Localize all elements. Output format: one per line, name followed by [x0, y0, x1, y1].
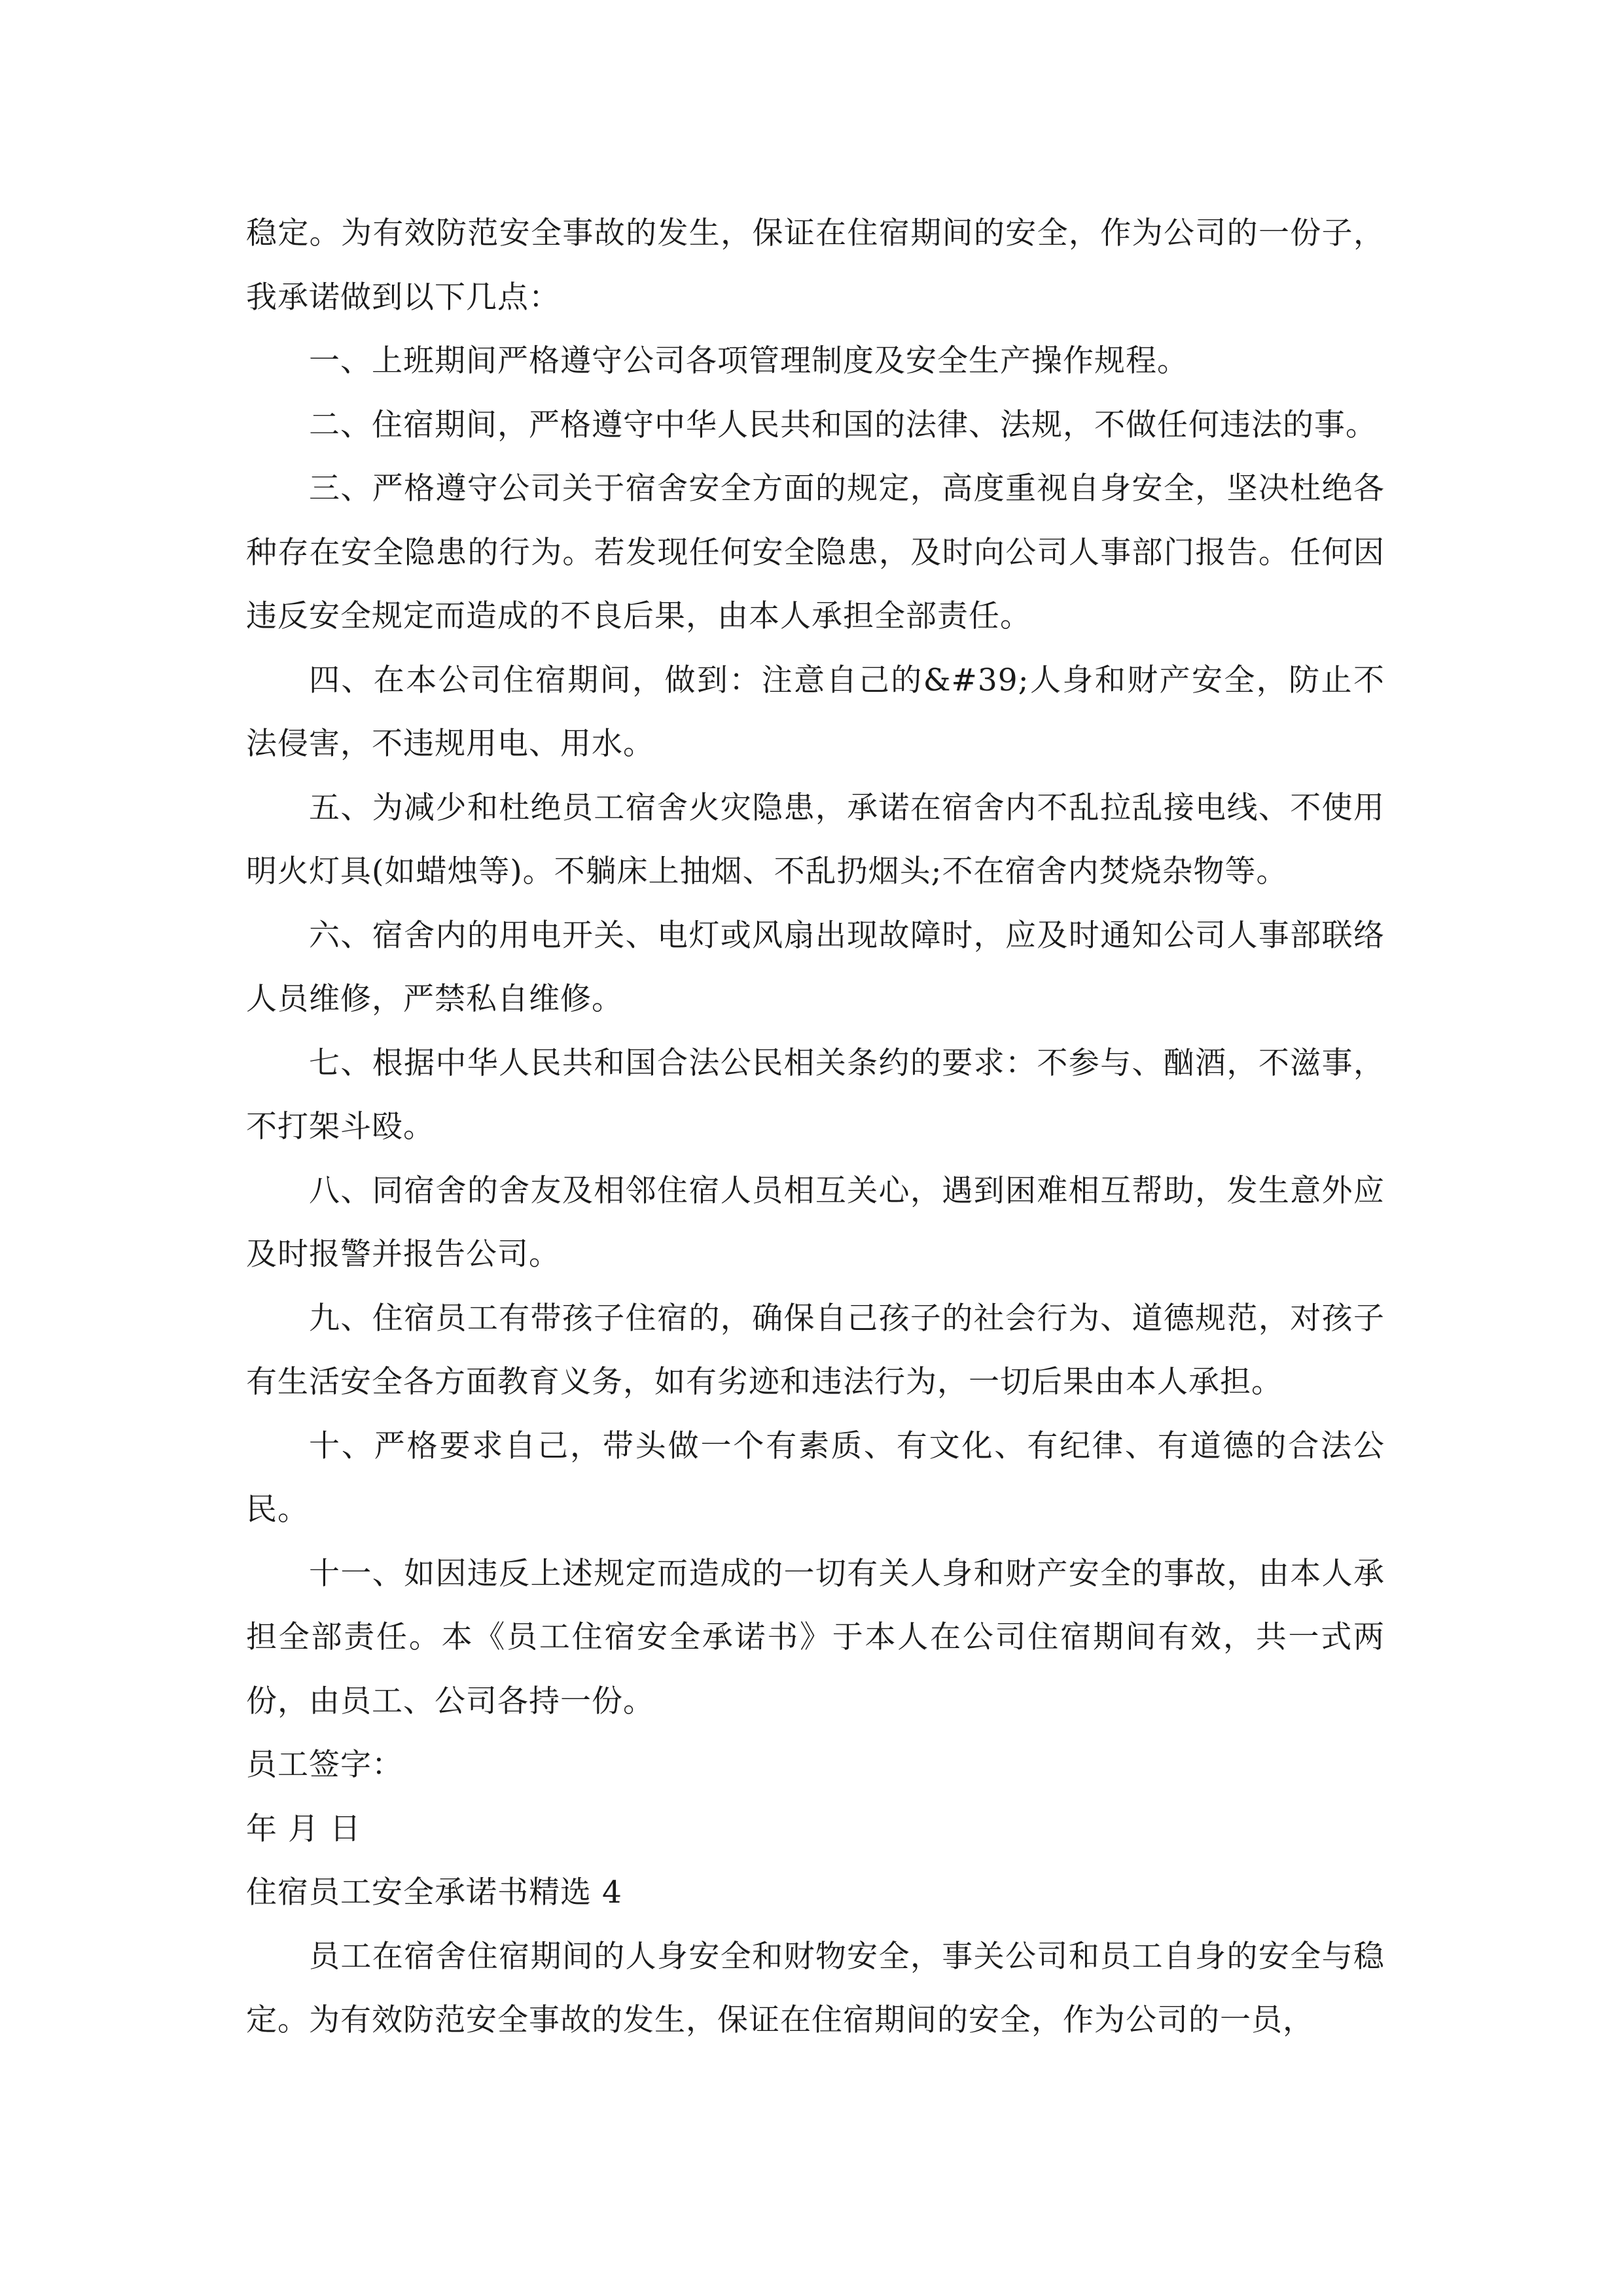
paragraph-continuation: 稳定。为有效防范安全事故的发生，保证在住宿期间的安全，作为公司的一份子，我承诺做到以下几点： — [246, 215, 1385, 315]
paragraph-item-11: 十一、如因违反上述规定而造成的一切有关人身和财产安全的事故，由本人承担全部责任。本《员工住宿安全承诺书》于本人在公司住宿期间有效，共一式两份，由员工、公司各持一份。 — [246, 1555, 1385, 1719]
employee-signature-label: 员工签字： — [246, 1747, 403, 1783]
paragraph-item-1: 一、上班期间严格遵守公司各项管理制度及安全生产操作规程。 — [309, 343, 1188, 379]
paragraph-item-2: 二、住宿期间，严格遵守中华人民共和国的法律、法规，不做任何违法的事。 — [309, 406, 1377, 443]
document-body — [246, 202, 1385, 2053]
paragraph-item-9: 九、住宿员工有带孩子住宿的，确保自己孩子的社会行为、道德规范，对孩子有生活安全各方面教育义务，如有劣迹和违法行为，一切后果由本人承担。 — [246, 1300, 1385, 1400]
paragraph-item-8: 八、同宿舍的舍友及相邻住宿人员相互关心，遇到困难相互帮助，发生意外应及时报警并报告公司。 — [246, 1172, 1385, 1272]
paragraph-item-3: 三、严格遵守公司关于宿舍安全方面的规定，高度重视自身安全，坚决杜绝各种存在安全隐患的行为。若发现任何安全隐患，及时向公司人事部门报告。任何因违反安全规定而造成的不良后果，由本人承担全部责任。 — [246, 471, 1385, 634]
date-line: 年 月 日 — [246, 1810, 361, 1847]
paragraph-item-4: 四、在本公司住宿期间，做到：注意自己的&#39;人身和财产安全，防止不法侵害，不违规用电、用水。 — [246, 662, 1385, 762]
paragraph-intro-4: 员工在宿舍住宿期间的人身安全和财物安全，事关公司和员工自身的安全与稳定。为有效防范安全事故的发生，保证在住宿期间的安全，作为公司的一员， — [246, 1938, 1385, 2038]
paragraph-item-10: 十、严格要求自己，带头做一个有素质、有文化、有纪律、有道德的合法公民。 — [246, 1427, 1385, 1528]
paragraph-item-6: 六、宿舍内的用电开关、电灯或风扇出现故障时，应及时通知公司人事部联络人员维修，严禁私自维修。 — [246, 917, 1385, 1017]
section-heading: 住宿员工安全承诺书精选 4 — [246, 1874, 622, 1910]
paragraph-item-7: 七、根据中华人民共和国合法公民相关条约的要求：不参与、酗酒，不滋事，不打架斗殴。 — [246, 1045, 1385, 1145]
paragraph-item-5: 五、为减少和杜绝员工宿舍火灾隐患，承诺在宿舍内不乱拉乱接电线、不使用明火灯具(如蜡烛等)。不躺床上抽烟、不乱扔烟头;不在宿舍内焚烧杂物等。 — [246, 789, 1385, 889]
